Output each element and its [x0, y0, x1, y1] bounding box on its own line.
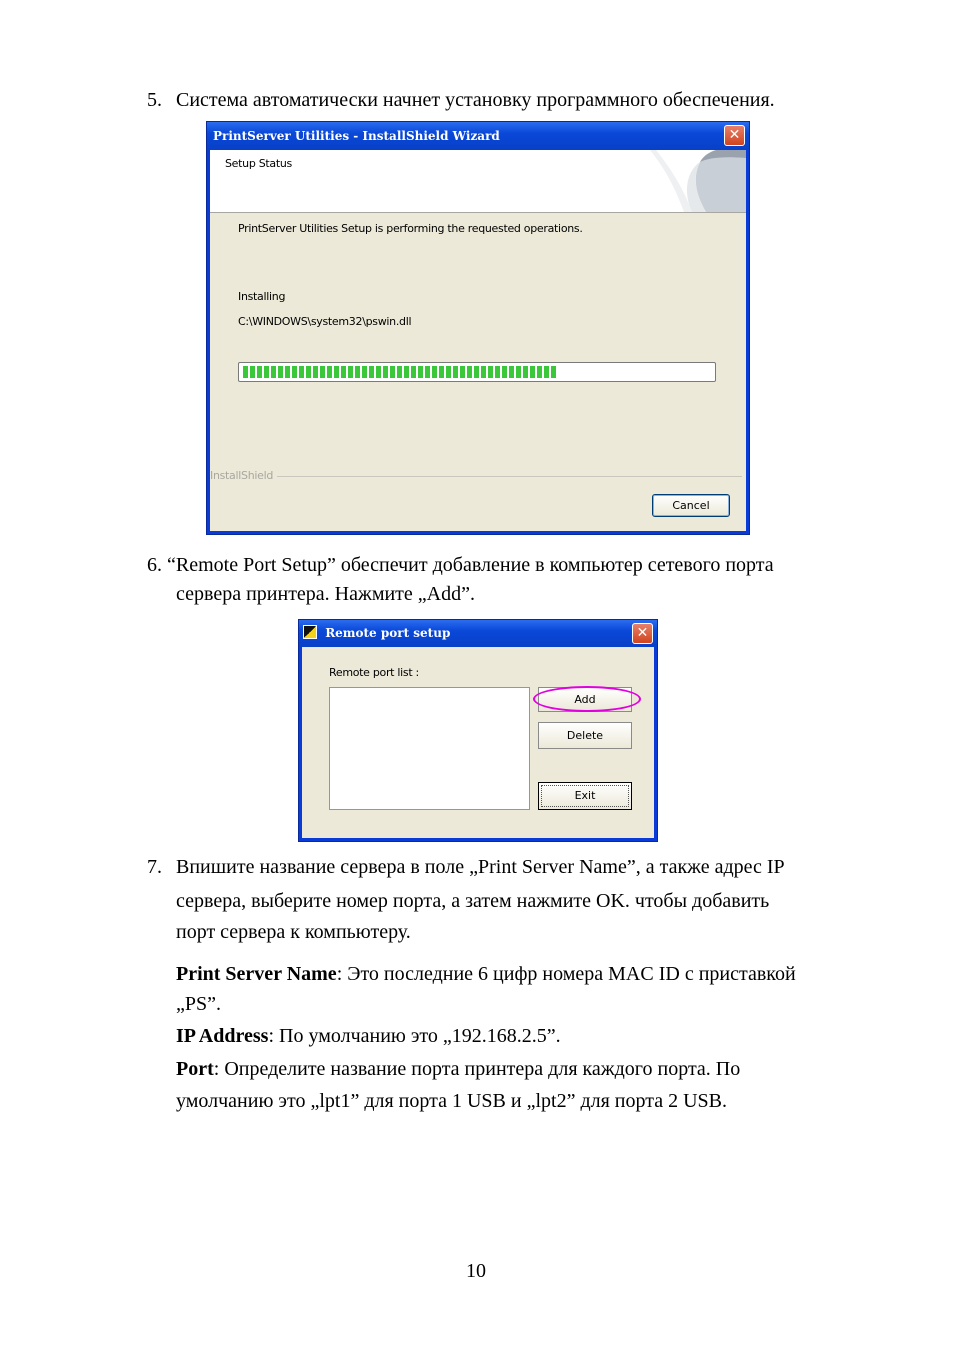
page-curl-graphic-icon: [596, 150, 746, 212]
close-icon: ✕: [636, 625, 649, 641]
installing-status: Installing: [238, 290, 286, 303]
close-icon: ✕: [728, 127, 741, 143]
cancel-button[interactable]: [652, 494, 730, 517]
setup-status-header: [210, 150, 746, 213]
step-7-line-1: Впишите название сервера в поле „Print Server Name”, а также адрес IP: [176, 856, 785, 878]
app-icon: [303, 625, 317, 639]
step-5-text: Система автоматически начнет установку программного обеспечения.: [176, 89, 775, 111]
step-7-line-2: сервера, выберите номер порта, а затем нажмите OK. чтобы добавить: [176, 890, 770, 912]
installshield-wizard-window: [206, 121, 750, 535]
port-desc: : Определите название порта принтера для каждого порта. По: [213, 1058, 741, 1080]
exit-button-label: Exit: [574, 789, 596, 802]
installing-file-path: C:\WINDOWS\system32\pswin.dll: [238, 315, 412, 328]
print-server-name-desc: : Это последние 6 цифр номера MAC ID с приставкой: [336, 963, 796, 985]
ip-address-desc: : По умолчанию это „192.168.2.5”.: [268, 1025, 561, 1047]
installshield-brand: InstallShield: [210, 469, 277, 482]
delete-button[interactable]: [538, 722, 632, 749]
setup-status-label: Setup Status: [225, 157, 292, 170]
port-desc-2: умолчанию это „lpt1” для порта 1 USB и „lpt2” для порта 2 USB.: [176, 1090, 728, 1112]
add-button-label: Add: [574, 693, 596, 706]
remote-port-title-bar[interactable]: [299, 620, 657, 647]
installshield-title-bar[interactable]: [207, 122, 749, 150]
remote-port-close-button[interactable]: [632, 623, 653, 644]
remote-port-client-area: [302, 647, 654, 838]
step-7-line-3: порт сервера к компьютеру.: [176, 921, 411, 943]
step-6-line-1: 6. “Remote Port Setup” обеспечит добавление в компьютер сетевого порта: [147, 554, 774, 576]
installshield-divider: [210, 476, 742, 477]
remote-port-list[interactable]: [329, 687, 530, 810]
page-number: 10: [466, 1260, 486, 1282]
install-progress-fill: [243, 366, 557, 378]
definition-port-line-1: [176, 1054, 740, 1084]
install-progress-bar: [238, 362, 716, 382]
definition-ip-line: [176, 1021, 561, 1051]
print-server-name-term: Print Server Name: [176, 963, 337, 985]
remote-port-setup-window: [298, 619, 658, 842]
exit-button[interactable]: [538, 782, 632, 810]
add-highlight-circle: [533, 686, 641, 712]
step-5-number: 5.: [147, 89, 162, 111]
step-6-line-2: сервера принтера. Нажмите „Add”.: [176, 583, 475, 605]
cancel-button-label: Cancel: [672, 499, 710, 512]
remote-port-title: Remote port setup: [325, 626, 451, 640]
remote-port-list-label: Remote port list :: [329, 666, 419, 679]
step-7-number: 7.: [147, 856, 162, 878]
installshield-title: PrintServer Utilities - InstallShield Wizard: [213, 129, 500, 143]
print-server-name-desc-2: „PS”.: [176, 993, 221, 1015]
installshield-close-button[interactable]: [724, 125, 745, 146]
installshield-client-area: [210, 150, 746, 531]
setup-message: PrintServer Utilities Setup is performing the requested operations.: [238, 222, 583, 235]
port-term: Port: [176, 1058, 214, 1080]
delete-button-label: Delete: [566, 729, 604, 742]
ip-address-term: IP Address: [176, 1025, 269, 1047]
definition-psn-line-1: [176, 959, 796, 989]
